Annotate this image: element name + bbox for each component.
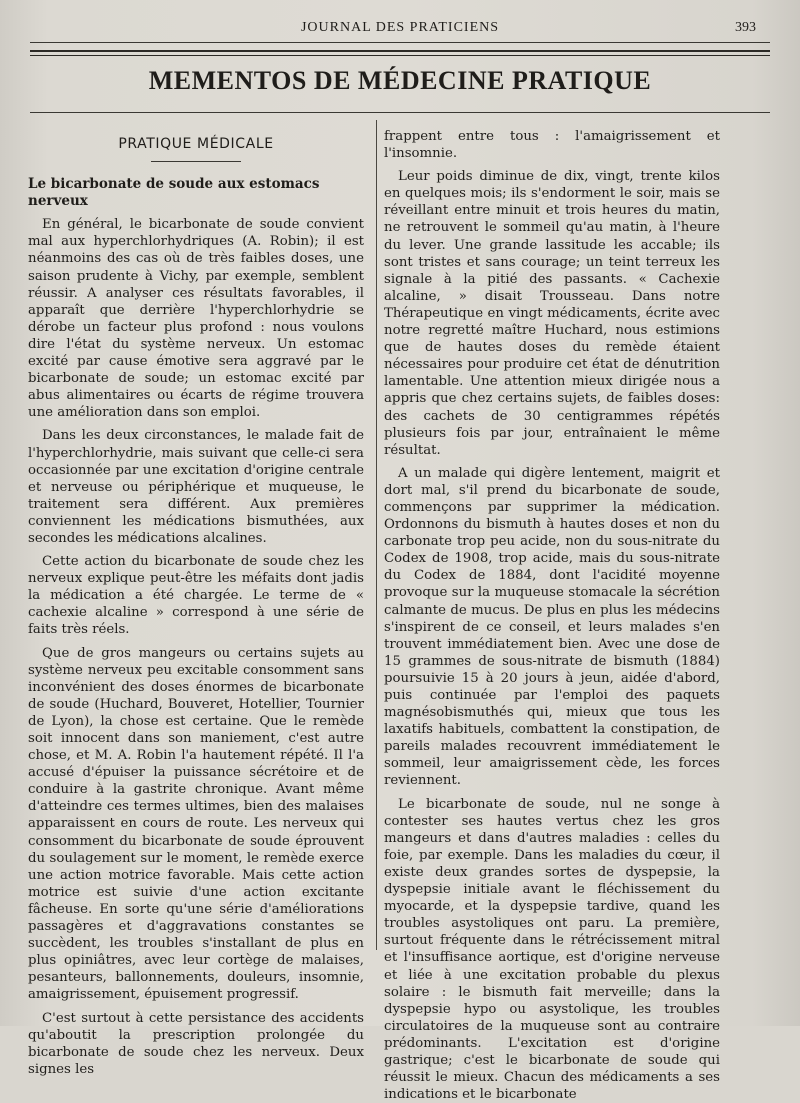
paragraph: C'est surtout à cette persistance des accidents qu'aboutit la prescription prolongée du bicarbonate de soude chez les nerveux. Deux signes les (28, 1010, 364, 1077)
column-divider (376, 120, 377, 950)
paragraph: Dans les deux circonstances, le malade fait de l'hyperchlorhydrie, mais suivant que celle-ci sera occasionnée par une excitation d'origine centrale et nerveuse ou périphérique et muqueuse, le traitement sera différent. Aux premières conviennent les médications bismuthées, aux secondes les médications alcalines. (28, 428, 364, 546)
paragraph: A un malade qui digère lentement, maigrit et dort mal, s'il prend du bicarbonate de soude, commençons par supprimer la médication. Ordonnons du bismuth à hautes doses et non du carbonate trop peu acide, non du sous-nitrate du Codex de 1908, trop acide, mais du sous-nitrate du Codex de 1884, dont l'acidité moyenne provoque sur la muqueuse stomacale la sécrétion calmante de mucus. De plus en plus les médecins s'inspirent de ce conseil, et leurs malades s'en trouvent immédiatement bien. Avec une dose de 15 grammes de sous-nitrate de bismuth (1884) poursuivie 15 à 20 jours à jeun, aidée d'abord, puis continuée par l'emploi des paquets magnésobismuthés qui, mieux que tous les laxatifs habituels, combattent la constipation, de pareils malades recouvrent immédiatement le sommeil, leur amaigrissement cède, les forces reviennent. (384, 465, 720, 789)
left-column (28, 130, 364, 1078)
paragraph: Cette action du bicarbonate de soude chez les nerveux explique peut-être les méfaits dont jadis la médication a été chargée. Le terme de « cachexie alcaline » correspond à une série de faits très réels. (28, 554, 364, 638)
paragraph: En général, le bicarbonate de soude convient mal aux hyperchlorhydriques (A. Robin); il est néanmoins des cas où de très faibles doses, une saison prudente à Vichy, par exemple, semblent réussir. A analyser ces résultats favorables, il apparaît que derrière l'hyperchlorhydrie se dérobe un facteur plus profond : nous voulons dire l'état du système nerveux. Un estomac excité par cause émotive sera aggravé par le bicarbonate de soude; un estomac excité par abus alimentaires ou écarts de régime trouvera une amélioration dans son emploi. (28, 217, 364, 421)
double-rule (30, 50, 770, 56)
paragraph: Le bicarbonate de soude, nul ne songe à contester ses hautes vertus chez les gros mangeurs et dans d'autres maladies : celles du foie, par exemple. Dans les maladies du cœur, il existe deux grandes sortes de dyspepsie, la dyspepsie initiale avant le fléchissement du myocarde, et la dyspepsie tardive, quand les troubles asystoliques ont paru. La première, surtout fréquente dans le rétrécissement mitral et l'insuffisance aortique, est d'origine nerveuse et liée à une excitation probable du plexus solaire : le bismuth fait merveille; dans la dyspepsie hypo ou asystolique, les troubles circulatoires de la muqueuse sont au contraire prédominants. L'excitation est d'origine gastrique; c'est le bicarbonate de soude qui réussit le mieux. Chacun des médicaments a ses indications et le bicarbonate (384, 796, 720, 1103)
title-rule (30, 112, 770, 113)
article-title: Le bicarbonate de soude aux estomacs nerveux (28, 176, 320, 210)
running-head (30, 16, 770, 43)
paragraph: Que de gros mangeurs ou certains sujets au système nerveux peu excitable consomment sans inconvénient des doses énormes de bicarbonate de soude (Huchard, Bouveret, Hotellier, Tournier de Lyon), la chose est certaine. Que le remède soit innocent dans son maniement, c'est autre chose, et M. A. Robin l'a hautement répété. Il l'a accusé d'épuiser la puissance sécrétoire et de conduire à la gastrite chronique. Avant même d'atteindre ces termes ultimes, bien des malaises apparaissent en cours de route. Les nerveux qui consomment du bicarbonate de soude éprouvent du soulagement sur le moment, le remède exerce une action motrice favorable. Mais cette action motrice est suivie d'une action excitante fâcheuse. En sorte qu'une série d'améliorations passagères et d'aggravations constantes se succèdent, les troubles s'installant de plus en plus opiniâtres, avec leur cortège de malaises, pesanteurs, ballonnements, douleurs, insomnie, amaigrissement, épuisement progressif. (28, 645, 364, 1003)
page-number: 393 (735, 20, 756, 35)
paragraph: Leur poids diminue de dix, vingt, trente kilos en quelques mois; ils s'endorment le soir, mais se réveillant entre minuit et trois heures du matin, ne retrouvent le sommeil qu'au matin, à l'heure du lever. Une grande lassitude les accable; ils sont tristes et sans courage; un teint terreux les signale à la pitié des passants. « Cachexie alcaline, » disait Trousseau. Dans notre Thérapeutique en vingt médicaments, écrite avec notre regretté maître Huchard, nous estimions que de hautes doses du remède étaient nécessaires pour produire cet état de dénutrition lamentable. Une attention mieux dirigée nous a appris que chez certains sujets, de faibles doses: des cachets de 30 centigrammes répétés plusieurs fois par jour, entraînaient le même résultat. (384, 169, 720, 458)
rubric-rule (151, 161, 241, 162)
paragraph-continued: frappent entre tous : l'amaigrissement et l'insomnie. (384, 129, 720, 162)
right-column (384, 128, 720, 1103)
journal-title: JOURNAL DES PRATICIENS (300, 20, 500, 35)
rubric-heading: PRATIQUE MÉDICALE (118, 136, 274, 152)
section-title: MEMENTOS DE MÉDECINE PRATIQUE (148, 66, 652, 95)
